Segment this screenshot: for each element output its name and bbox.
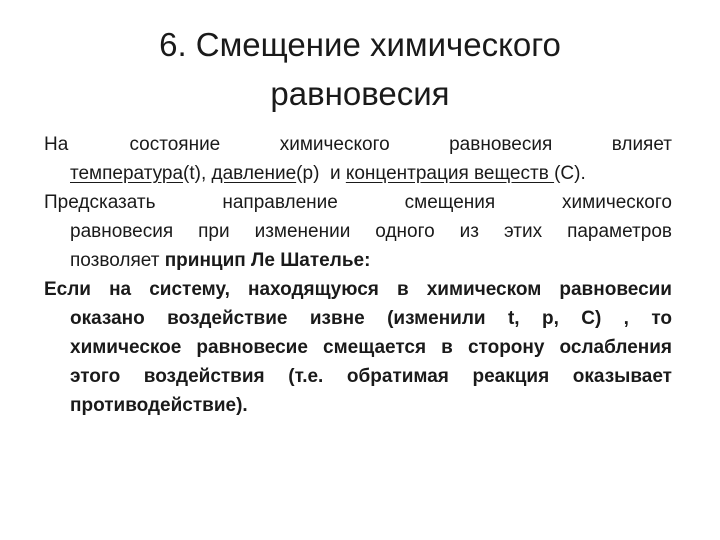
paragraph-3-line-2: оказано воздействие извне (изменили t, p, C) , то: [70, 308, 672, 329]
text: (t),: [183, 163, 212, 184]
term-temperature: температура: [70, 163, 184, 184]
text: (C).: [554, 163, 586, 184]
paragraph-3-line-4: этого воздействия (т.е. обратимая реакция оказывает: [70, 366, 672, 387]
word: состояние: [129, 134, 221, 155]
paragraph-3-line-5-wrap: [70, 391, 672, 420]
word: равновесия: [449, 134, 553, 155]
word: Предсказать: [44, 192, 156, 213]
paragraph-3-line-1: Если на систему, находящуюся в химическом равновесии: [44, 279, 672, 300]
paragraph-equilibrium-factors: [44, 130, 672, 188]
word: смещения: [404, 192, 496, 213]
word: направление: [222, 192, 338, 213]
term-pressure: давление: [211, 163, 297, 184]
term-concentration: концентрация веществ: [345, 163, 555, 184]
paragraph-2-line-2-wrap: [70, 217, 672, 246]
text: позволяет: [70, 250, 165, 271]
paragraph-3-line-3-wrap: [70, 333, 672, 362]
paragraph-2-line-2: равновесия при изменении одного из этих параметров: [70, 221, 672, 242]
paragraph-3-line-5: противодействие).: [70, 395, 248, 416]
text: (p) и: [296, 163, 346, 184]
slide-body: [44, 130, 672, 420]
slide-title-line-2: равновесия: [270, 75, 450, 112]
paragraph-3-line-3: химическое равновесие смещается в сторону ослабления: [70, 337, 672, 358]
paragraph-le-chatelier-statement: [44, 275, 672, 420]
paragraph-2-line-1: [44, 188, 672, 217]
slide-title: [60, 20, 660, 118]
paragraph-prediction: [44, 188, 672, 275]
word: химического: [562, 192, 672, 213]
word: влияет: [611, 134, 672, 155]
slide-title-line-1: 6. Смещение химического: [159, 26, 561, 63]
paragraph-1-line-2: [70, 159, 672, 188]
paragraph-1-line-1: На состояние химического равновесия влияет: [70, 130, 672, 159]
paragraph-2-line-3: [70, 246, 672, 275]
le-chatelier-principle: принцип Ле Шателье:: [164, 250, 371, 271]
word: химического: [279, 134, 390, 155]
paragraph-3-line-2-wrap: [70, 304, 672, 333]
paragraph-3-line-1-wrap: [44, 275, 672, 304]
paragraph-3-line-4-wrap: [70, 362, 672, 391]
